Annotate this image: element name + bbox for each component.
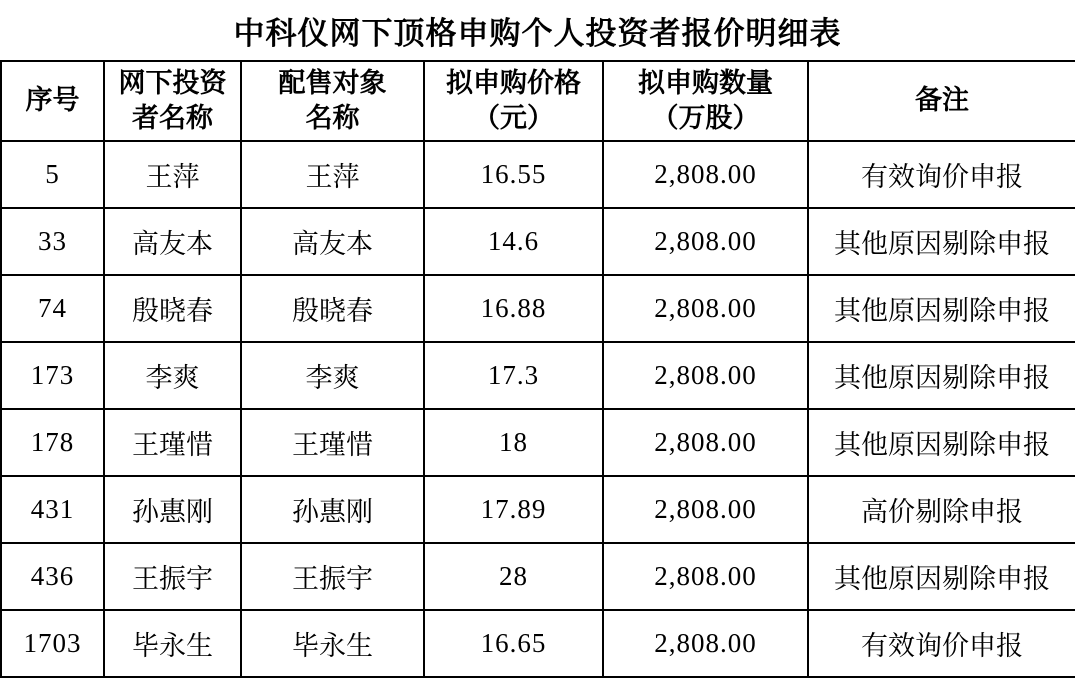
cell-remark: 其他原因剔除申报 [808, 275, 1075, 342]
column-header-seq [1, 61, 104, 141]
cell-price: 28 [424, 543, 603, 610]
cell-price: 14.6 [424, 208, 603, 275]
cell-investor: 孙惠刚 [104, 476, 241, 543]
table-row [1, 342, 1075, 409]
cell-investor: 李爽 [104, 342, 241, 409]
cell-remark: 高价剔除申报 [808, 476, 1075, 543]
cell-remark: 有效询价申报 [808, 610, 1075, 677]
header-line: 序号 [25, 85, 80, 116]
cell-remark: 其他原因剔除申报 [808, 543, 1075, 610]
cell-price: 18 [424, 409, 603, 476]
header-line: 网下投资 [118, 67, 227, 98]
cell-seq: 33 [1, 208, 104, 275]
cell-quantity: 2,808.00 [603, 409, 808, 476]
cell-seq: 74 [1, 275, 104, 342]
cell-object: 李爽 [241, 342, 424, 409]
cell-price: 16.88 [424, 275, 603, 342]
cell-investor: 王瑾惜 [104, 409, 241, 476]
cell-quantity: 2,808.00 [603, 208, 808, 275]
header-line: （元） [473, 103, 554, 133]
page-title: 中科仪网下顶格申购个人投资者报价明细表 [233, 15, 842, 51]
cell-quantity: 2,808.00 [603, 610, 808, 677]
table-row [1, 476, 1075, 543]
cell-investor: 王萍 [104, 141, 241, 208]
header-line: 者名称 [132, 103, 213, 133]
column-header-remark [808, 61, 1075, 141]
cell-investor: 王振宇 [104, 543, 241, 610]
table-header [1, 61, 1075, 141]
cell-seq: 178 [1, 409, 104, 476]
cell-price: 16.55 [424, 141, 603, 208]
cell-object: 殷晓春 [241, 275, 424, 342]
cell-quantity: 2,808.00 [603, 141, 808, 208]
table-body [1, 141, 1075, 677]
cell-remark: 其他原因剔除申报 [808, 342, 1075, 409]
header-row [1, 61, 1075, 141]
table-row [1, 141, 1075, 208]
table-row [1, 208, 1075, 275]
cell-object: 毕永生 [241, 610, 424, 677]
column-header-object [241, 61, 424, 141]
cell-price: 17.3 [424, 342, 603, 409]
cell-investor: 殷晓春 [104, 275, 241, 342]
column-header-investor [104, 61, 241, 141]
cell-object: 孙惠刚 [241, 476, 424, 543]
header-line: 拟申购数量 [638, 67, 773, 98]
cell-remark: 有效询价申报 [808, 141, 1075, 208]
header-line: （万股） [651, 103, 760, 133]
header-line: 备注 [915, 85, 969, 116]
cell-quantity: 2,808.00 [603, 476, 808, 543]
cell-object: 王瑾惜 [241, 409, 424, 476]
cell-object: 高友本 [241, 208, 424, 275]
cell-object: 王振宇 [241, 543, 424, 610]
cell-seq: 431 [1, 476, 104, 543]
cell-seq: 436 [1, 543, 104, 610]
cell-investor: 高友本 [104, 208, 241, 275]
cell-investor: 毕永生 [104, 610, 241, 677]
cell-quantity: 2,808.00 [603, 342, 808, 409]
cell-seq: 1703 [1, 610, 104, 677]
cell-seq: 173 [1, 342, 104, 409]
header-line: 名称 [305, 103, 360, 133]
cell-object: 王萍 [241, 141, 424, 208]
cell-price: 16.65 [424, 610, 603, 677]
table-row [1, 275, 1075, 342]
cell-price: 17.89 [424, 476, 603, 543]
cell-seq: 5 [1, 141, 104, 208]
column-header-quantity [603, 61, 808, 141]
table-row [1, 610, 1075, 677]
cell-quantity: 2,808.00 [603, 543, 808, 610]
column-header-price [424, 61, 603, 141]
table-row [1, 409, 1075, 476]
header-line: 配售对象 [278, 67, 387, 98]
cell-quantity: 2,808.00 [603, 275, 808, 342]
header-line: 拟申购价格 [446, 67, 581, 98]
cell-remark: 其他原因剔除申报 [808, 409, 1075, 476]
cell-remark: 其他原因剔除申报 [808, 208, 1075, 275]
table-row [1, 543, 1075, 610]
quotation-table [0, 60, 1075, 678]
title-bar [0, 0, 1075, 60]
